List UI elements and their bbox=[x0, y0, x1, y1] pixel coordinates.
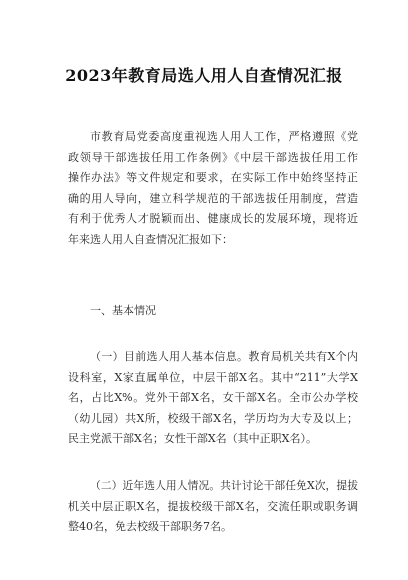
text-line: 名，占比X%。党外干部X名，女干部X名。全市公办学校 bbox=[68, 391, 358, 404]
text-line: 操作办法》等文件规定和要求，在实际工作中始终坚持正 bbox=[68, 171, 358, 184]
recent-appointments-paragraph bbox=[68, 476, 358, 538]
text-line: （幼儿园）共X所，校级干部X名，学历均为大专及以上； bbox=[68, 411, 358, 425]
text-line: 政领导干部选拔任用工作条例》《中层干部选拔任用工作 bbox=[68, 150, 358, 164]
document-title: 2023年教育局选人用人自查情况汇报 bbox=[65, 66, 343, 85]
text-line: 整40名，免去校级干部职务7名。 bbox=[68, 520, 232, 533]
intro-paragraph bbox=[68, 127, 358, 250]
text-line: （一）目前选人用人基本信息。教育局机关共有X个内 bbox=[90, 350, 358, 363]
text-line: 民主党派干部X名；女性干部X名（其中正职X名）。 bbox=[68, 432, 317, 445]
section-heading: 一、基本情况 bbox=[90, 304, 156, 317]
text-line: 机关中层正职X名，提拔校级干部X名，交流任职或职务调 bbox=[68, 499, 358, 513]
text-line: 设科室，X家直属单位，中层干部X名。其中“211”大学X bbox=[68, 370, 358, 384]
text-line: 市教育局党委高度重视选人用人工作，严格遵照《党 bbox=[90, 130, 358, 143]
basic-info-paragraph bbox=[68, 347, 358, 450]
text-line: 有利于优秀人才脱颖而出、健康成长的发展环境，现将近 bbox=[68, 212, 358, 225]
text-line: 年来选人用人自查情况汇报如下： bbox=[68, 232, 233, 246]
text-line: 确的用人导向，建立科学规范的干部选拔任用制度，营造 bbox=[68, 191, 358, 205]
text-line: （二）近年选人用人情况。共计讨论干部任免X次，提拔 bbox=[90, 479, 358, 492]
